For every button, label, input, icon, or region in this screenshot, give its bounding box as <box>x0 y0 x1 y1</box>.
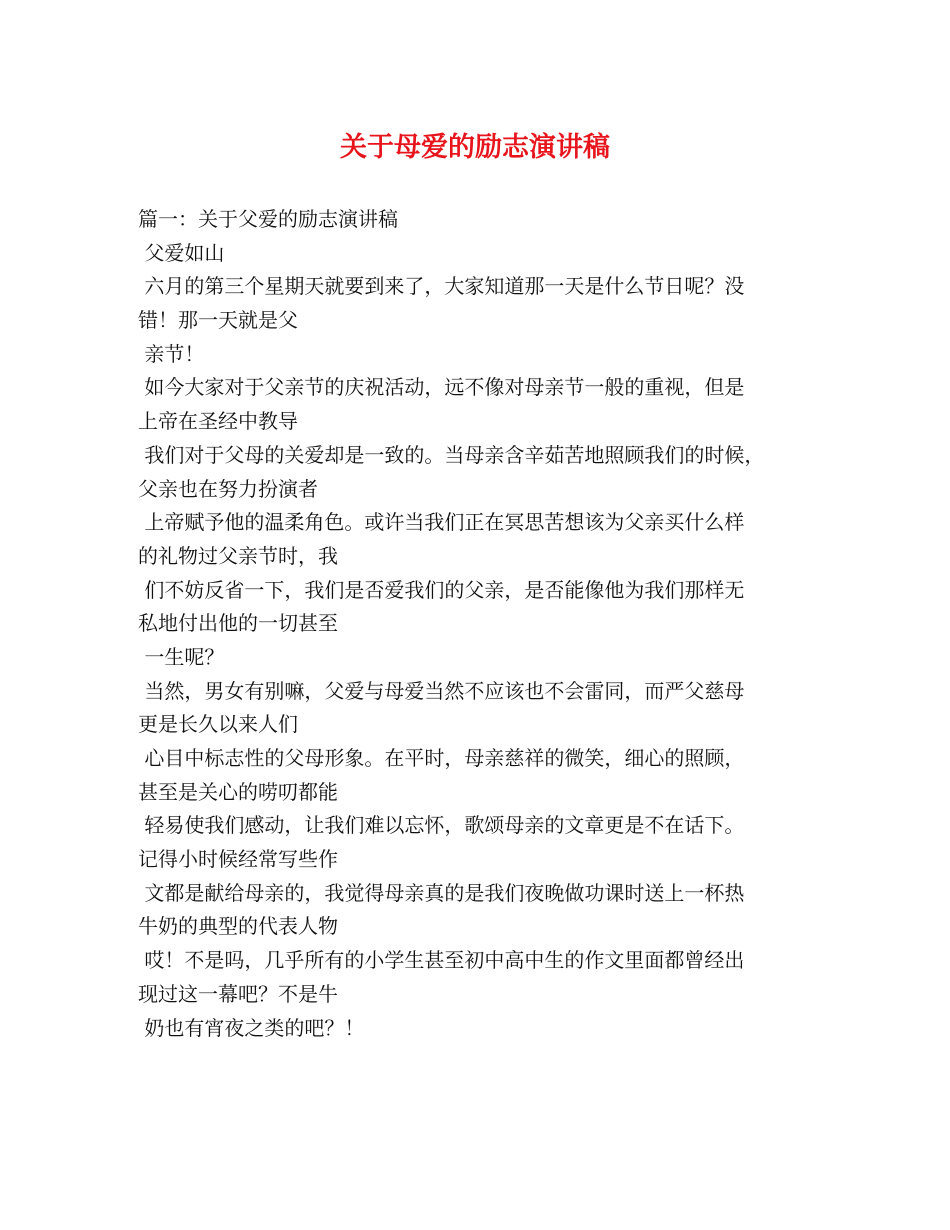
body-line: 哎！不是吗，几乎所有的小学生甚至初中高中生的作文里面都曾经出 <box>138 948 745 973</box>
body-line: 记得小时候经常写些作 <box>138 847 338 872</box>
body-line: 父爱如山 <box>138 240 225 265</box>
body-line: 牛奶的典型的代表人物 <box>138 914 338 939</box>
body-line: 奶也有宵夜之类的吧？！ <box>138 1015 365 1040</box>
body-line: 如今大家对于父亲节的庆祝活动，远不像对母亲节一般的重视，但是 <box>138 375 745 400</box>
body-line: 心目中标志性的父母形象。在平时，母亲慈祥的微笑，细心的照顾， <box>138 746 745 770</box>
body-line: 上帝在圣经中教导 <box>138 409 298 434</box>
body-line: 上帝赋予他的温柔角色。或许当我们正在冥思苦想该为父亲买什么样 <box>138 510 745 535</box>
document-body <box>138 203 838 1045</box>
body-line: 现过这一幕吧？不是牛 <box>138 981 338 1006</box>
body-line: 当然，男女有别嘛，父爱与母爱当然不应该也不会雷同，而严父慈母 <box>138 678 745 703</box>
body-line: 甚至是关心的唠叨都能 <box>138 779 338 804</box>
body-line: 们不妨反省一下，我们是否爱我们的父亲，是否能像他为我们那样无 <box>138 577 745 602</box>
body-line: 的礼物过父亲节时，我 <box>138 543 338 568</box>
body-line: 轻易使我们感动，让我们难以忘怀，歌颂母亲的文章更是不在话下。 <box>138 813 745 838</box>
body-line: 更是长久以来人们 <box>138 712 298 737</box>
body-line: 我们对于父母的关爱却是一致的。当母亲含辛茹苦地照顾我们的时候， <box>138 442 765 467</box>
body-line: 文都是献给母亲的，我觉得母亲真的是我们夜晚做功课时送上一杯热 <box>138 880 745 905</box>
body-line: 篇一：关于父爱的励志演讲稿 <box>138 207 398 231</box>
document-title: 关于母爱的励志演讲稿 <box>340 132 610 163</box>
body-line: 亲节！ <box>138 341 205 366</box>
body-line: 错！那一天就是父 <box>138 308 298 333</box>
body-line: 六月的第三个星期天就要到来了，大家知道那一天是什么节日呢？没 <box>138 274 745 299</box>
body-line: 父亲也在努力扮演者 <box>138 476 318 501</box>
body-line: 一生呢？ <box>138 644 225 669</box>
body-line: 私地付出他的一切甚至 <box>138 611 338 636</box>
